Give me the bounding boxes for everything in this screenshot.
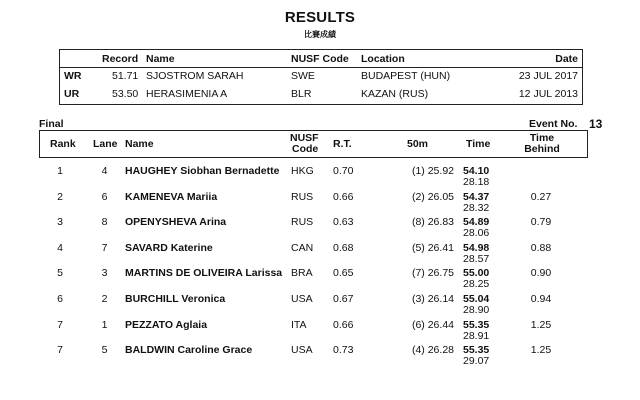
- lane-cell: 1: [101, 318, 108, 331]
- final-time: 54.10: [463, 165, 490, 177]
- split-second-50m: 28.32: [463, 201, 490, 214]
- athlete-name: HAUGHEY Siobhan Bernadette: [125, 165, 280, 177]
- nation-code: HKG: [291, 165, 314, 177]
- split-50m: (3) 26.14: [411, 293, 454, 305]
- final-label: Final: [39, 118, 64, 130]
- record-code: SWE: [291, 70, 315, 82]
- result-row: [39, 242, 587, 267]
- results-col-code-2: Code: [292, 143, 319, 155]
- nation-code: USA: [291, 293, 313, 305]
- event-label: Event No.: [529, 118, 578, 130]
- record-time: 51.71: [112, 70, 139, 82]
- final-time: 54.89: [463, 216, 490, 229]
- final-time: 55.00: [463, 267, 490, 280]
- record-row: [60, 68, 582, 84]
- split-50m: (1) 25.92: [411, 165, 454, 177]
- results-col-code-1: NUSF: [290, 132, 319, 144]
- time-behind: 0.90: [530, 267, 552, 280]
- reaction-time: 0.70: [333, 165, 354, 177]
- split-second-50m: 28.91: [463, 329, 490, 342]
- records-col-code: NUSF Code: [291, 53, 349, 65]
- records-col-location: Location: [361, 53, 405, 65]
- record-code: BLR: [291, 88, 312, 100]
- event-number: 13: [589, 117, 603, 131]
- reaction-time: 0.65: [333, 267, 354, 280]
- result-row: [39, 165, 587, 190]
- lane-cell: 4: [101, 165, 108, 177]
- split-second-50m: 28.06: [463, 227, 490, 240]
- results-col-rank: Rank: [50, 138, 76, 150]
- rank-cell: 7: [57, 318, 63, 331]
- record-holder: HERASIMENIA A: [146, 88, 228, 100]
- results-header: [39, 130, 588, 158]
- athlete-name: KAMENEVA Mariia: [125, 190, 218, 203]
- reaction-time: 0.73: [333, 344, 354, 357]
- reaction-time: 0.67: [333, 293, 354, 305]
- record-type: UR: [64, 88, 80, 100]
- nation-code: USA: [291, 344, 313, 357]
- record-time: 53.50: [112, 88, 139, 100]
- lane-cell: 7: [101, 241, 108, 254]
- final-time: 55.04: [463, 293, 490, 305]
- rank-cell: 4: [57, 241, 63, 254]
- lane-cell: 3: [101, 267, 108, 280]
- split-second-50m: 28.18: [463, 176, 490, 188]
- split-50m: (5) 26.41: [411, 241, 454, 254]
- results-col-behind-2: Behind: [524, 143, 560, 155]
- rank-cell: 2: [57, 190, 63, 203]
- reaction-time: 0.63: [333, 216, 354, 229]
- record-type: WR: [64, 70, 82, 82]
- record-holder: SJOSTROM SARAH: [146, 70, 244, 82]
- lane-cell: 8: [101, 216, 108, 229]
- split-50m: (4) 26.28: [411, 344, 454, 357]
- record-location: KAZAN (RUS): [361, 88, 429, 100]
- lane-cell: 2: [101, 293, 108, 305]
- rank-cell: 3: [57, 216, 63, 229]
- time-behind: 1.25: [530, 344, 552, 357]
- rank-cell: 5: [57, 267, 63, 280]
- time-behind: 0.94: [530, 293, 552, 305]
- final-time: 55.35: [463, 344, 490, 357]
- nation-code: RUS: [291, 216, 314, 229]
- records-table: [59, 49, 583, 105]
- results-col-lane: Lane: [93, 138, 118, 150]
- split-50m: (2) 26.05: [411, 190, 454, 203]
- result-row: [39, 216, 587, 241]
- result-row: [39, 267, 587, 292]
- split-50m: (7) 26.75: [411, 267, 454, 280]
- split-50m: (8) 26.83: [411, 216, 454, 229]
- records-header: [60, 51, 582, 68]
- time-behind: 0.88: [530, 241, 552, 254]
- nation-code: BRA: [291, 267, 313, 280]
- athlete-name: BURCHILL Veronica: [125, 293, 226, 305]
- split-50m: (6) 26.44: [411, 318, 454, 331]
- nation-code: RUS: [291, 190, 314, 203]
- results-col-name: Name: [125, 138, 154, 150]
- rank-cell: 7: [57, 344, 63, 357]
- time-behind: 0.27: [530, 190, 552, 203]
- final-time: 54.37: [463, 190, 490, 203]
- reaction-time: 0.66: [333, 318, 354, 331]
- nation-code: CAN: [291, 241, 314, 254]
- time-behind: 0.79: [530, 216, 552, 229]
- nation-code: ITA: [291, 318, 307, 331]
- lane-cell: 5: [101, 344, 108, 357]
- athlete-name: BALDWIN Caroline Grace: [125, 344, 253, 357]
- page-subtitle: 比賽成績: [304, 30, 336, 39]
- results-col-rt: R.T.: [333, 138, 352, 150]
- lane-cell: 6: [101, 190, 108, 203]
- athlete-name: SAVARD Katerine: [125, 241, 213, 254]
- result-row: [39, 293, 587, 318]
- athlete-name: OPENYSHEVA Arina: [125, 216, 227, 229]
- records-col-date: Date: [555, 53, 578, 65]
- results-col-time: Time: [466, 138, 491, 150]
- results-col-50m: 50m: [407, 138, 429, 150]
- final-time: 55.35: [463, 318, 490, 331]
- result-row: [39, 344, 587, 369]
- page-title: RESULTS: [284, 9, 356, 26]
- split-second-50m: 28.57: [463, 252, 490, 265]
- results-col-behind-1: Time: [529, 132, 555, 144]
- record-date: 12 JUL 2013: [518, 88, 578, 100]
- record-date: 23 JUL 2017: [518, 70, 578, 82]
- time-behind: 1.25: [530, 318, 552, 331]
- reaction-time: 0.68: [333, 241, 354, 254]
- records-col-name: Name: [146, 53, 175, 65]
- reaction-time: 0.66: [333, 190, 354, 203]
- result-row: [39, 319, 587, 344]
- athlete-name: MARTINS DE OLIVEIRA Larissa: [125, 267, 283, 280]
- records-col-record: Record: [102, 53, 139, 65]
- split-second-50m: 28.90: [463, 304, 490, 316]
- rank-cell: 1: [57, 165, 63, 177]
- final-time: 54.98: [463, 241, 490, 254]
- result-row: [39, 191, 587, 216]
- athlete-name: PEZZATO Aglaia: [125, 318, 208, 331]
- record-location: BUDAPEST (HUN): [361, 70, 451, 82]
- rank-cell: 6: [57, 293, 63, 305]
- record-row: [60, 86, 582, 102]
- split-second-50m: 29.07: [463, 355, 490, 368]
- split-second-50m: 28.25: [463, 278, 490, 291]
